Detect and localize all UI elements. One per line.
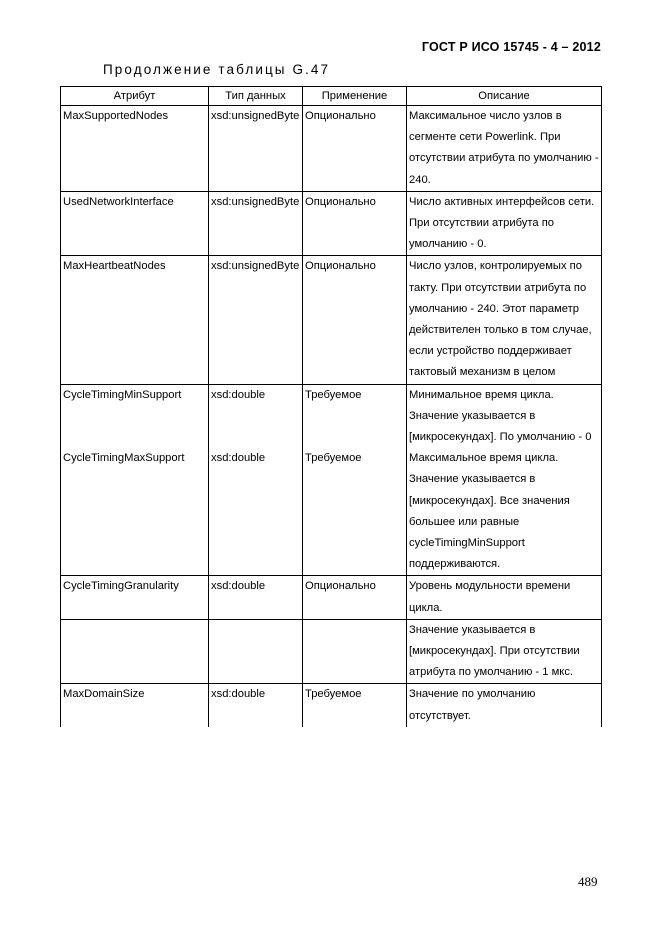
cell-data-type <box>209 619 303 684</box>
column-header-attribute: Атрибут <box>61 87 209 106</box>
cell-data-type: xsd:double <box>209 448 303 576</box>
cell-attribute <box>61 619 209 684</box>
table-row <box>61 448 602 576</box>
cell-attribute: CycleTimingGranularity <box>61 576 209 619</box>
table-row <box>61 619 602 684</box>
cell-description: Максимальное число узлов в сегменте сети Powerlink. При отсутствии атрибута по умолчанию - 240. <box>407 106 602 192</box>
cell-attribute: UsedNetworkInterface <box>61 191 209 256</box>
cell-data-type: xsd:double <box>209 576 303 619</box>
cell-usage: Требуемое <box>303 448 407 576</box>
cell-attribute: MaxDomainSize <box>61 684 209 727</box>
cell-attribute: CycleTimingMinSupport <box>61 384 209 448</box>
cell-usage: Требуемое <box>303 384 407 448</box>
cell-description: Максимальное время цикла. Значение указывается в [микросекундах]. Все значения большее или равные cycleTimingMinSupport поддерживаются. <box>407 448 602 576</box>
cell-data-type: xsd:double <box>209 384 303 448</box>
table-row <box>61 384 602 448</box>
column-header-data-type: Тип данных <box>209 87 303 106</box>
cell-data-type: xsd:double <box>209 684 303 727</box>
cell-usage <box>303 619 407 684</box>
cell-usage: Опционально <box>303 106 407 192</box>
cell-usage: Опционально <box>303 576 407 619</box>
table-row <box>61 684 602 727</box>
table-row <box>61 106 602 192</box>
cell-description: Число узлов, контролируемых по такту. При отсутствии атрибута по умолчанию - 240. Этот параметр действителен только в том случае, если устройство поддерживает тактовый механизм в целом <box>407 256 602 384</box>
cell-description: Минимальное время цикла. Значение указывается в [микросекундах]. По умолчанию - 0 <box>407 384 602 448</box>
column-header-usage: Применение <box>303 87 407 106</box>
cell-description: Уровень модульности времени цикла. <box>407 576 602 619</box>
cell-description: Значение указывается в [микросекундах]. При отсутствии атрибута по умолчанию - 1 мкс. <box>407 619 602 684</box>
table-row <box>61 191 602 256</box>
cell-attribute: MaxSupportedNodes <box>61 106 209 192</box>
table-row <box>61 256 602 384</box>
cell-description: Значение по умолчанию отсутствует. <box>407 684 602 727</box>
cell-usage: Требуемое <box>303 684 407 727</box>
cell-data-type: xsd:unsignedByt​e <box>209 106 303 192</box>
table-row <box>61 576 602 619</box>
table-continuation-caption: Продолжение таблицы G.47 <box>103 62 331 77</box>
cell-usage: Опционально <box>303 256 407 384</box>
cell-usage: Опционально <box>303 191 407 256</box>
cell-data-type: xsd:unsignedByt​e <box>209 191 303 256</box>
cell-attribute: CycleTimingMaxSupport <box>61 448 209 576</box>
page-number: 489 <box>578 874 598 889</box>
cell-attribute: MaxHeartbeatNodes <box>61 256 209 384</box>
attribute-table <box>60 86 602 727</box>
cell-data-type: xsd:unsignedByt​e <box>209 256 303 384</box>
cell-description: Число активных интерфейсов сети. При отсутствии атрибута по умолчанию - 0. <box>407 191 602 256</box>
table-header-row <box>61 87 602 106</box>
column-header-description: Описание <box>407 87 602 106</box>
standard-designation: ГОСТ Р ИСО 15745 - 4 – 2012 <box>421 40 601 54</box>
